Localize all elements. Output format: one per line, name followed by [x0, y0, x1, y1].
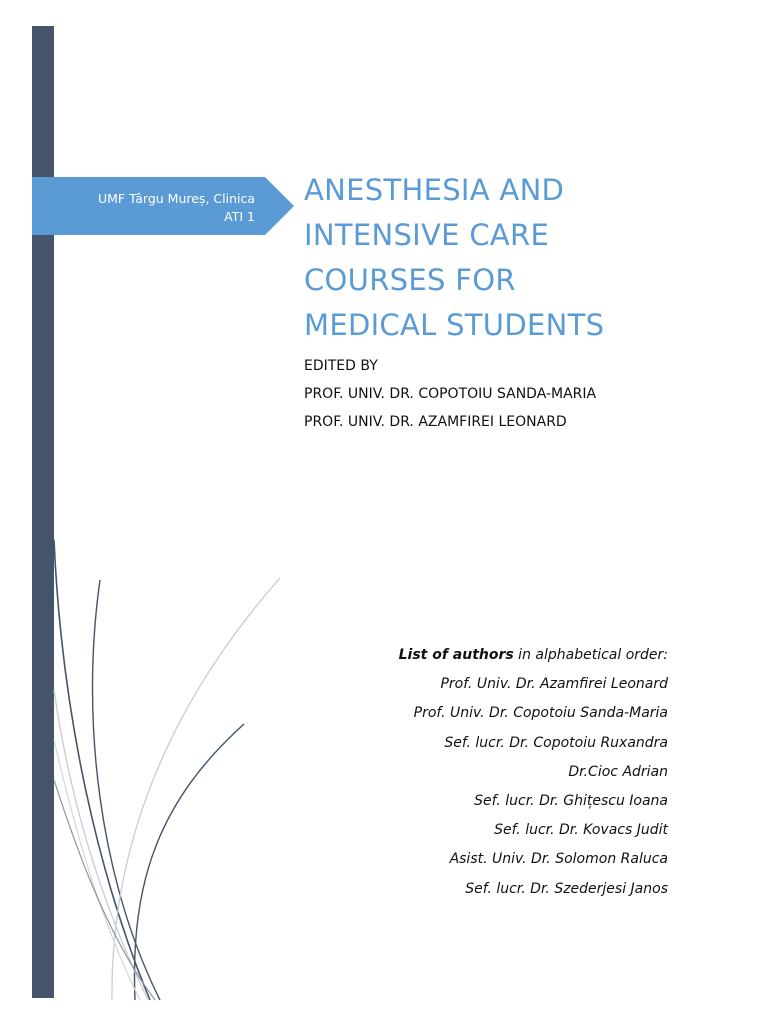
author-name: Sef. lucr. Dr. Ghițescu Ioana [474, 793, 668, 810]
title-line: ANESTHESIA AND [304, 173, 565, 207]
banner-text [62, 190, 255, 226]
editor-name: PROF. UNIV. DR. COPOTOIU SANDA-MARIA [304, 386, 597, 402]
authors-block [340, 641, 668, 904]
author-name: Sef. lucr. Dr. Szederjesi Janos [465, 880, 668, 897]
title-line: INTENSIVE CARE [304, 218, 550, 252]
banner-line-1: UMF Târgu Mureș, Clinica [97, 191, 255, 206]
author-name: Sef. lucr. Dr. Copotoiu Ruxandra [444, 734, 668, 751]
banner-line-2: ATI 1 [224, 209, 255, 224]
institution-banner [32, 177, 294, 235]
document-title [304, 168, 744, 348]
author-name: Prof. Univ. Dr. Copotoiu Sanda-Maria [413, 705, 668, 722]
editors-block [304, 352, 744, 436]
authors-heading-rest: in alphabetical order: [513, 647, 668, 663]
author-name: Sef. lucr. Dr. Kovacs Judit [494, 822, 668, 839]
title-line: COURSES FOR [304, 263, 516, 297]
authors-heading-bold: List of authors [398, 647, 514, 663]
title-line: MEDICAL STUDENTS [304, 308, 605, 342]
editors-heading: EDITED BY [304, 358, 378, 374]
author-name: Dr.Cioc Adrian [568, 763, 668, 780]
authors-heading [340, 641, 668, 670]
editor-name: PROF. UNIV. DR. AZAMFIREI LEONARD [304, 414, 567, 430]
author-name: Prof. Univ. Dr. Azamfirei Leonard [440, 676, 668, 693]
author-name: Asist. Univ. Dr. Solomon Raluca [449, 851, 668, 868]
